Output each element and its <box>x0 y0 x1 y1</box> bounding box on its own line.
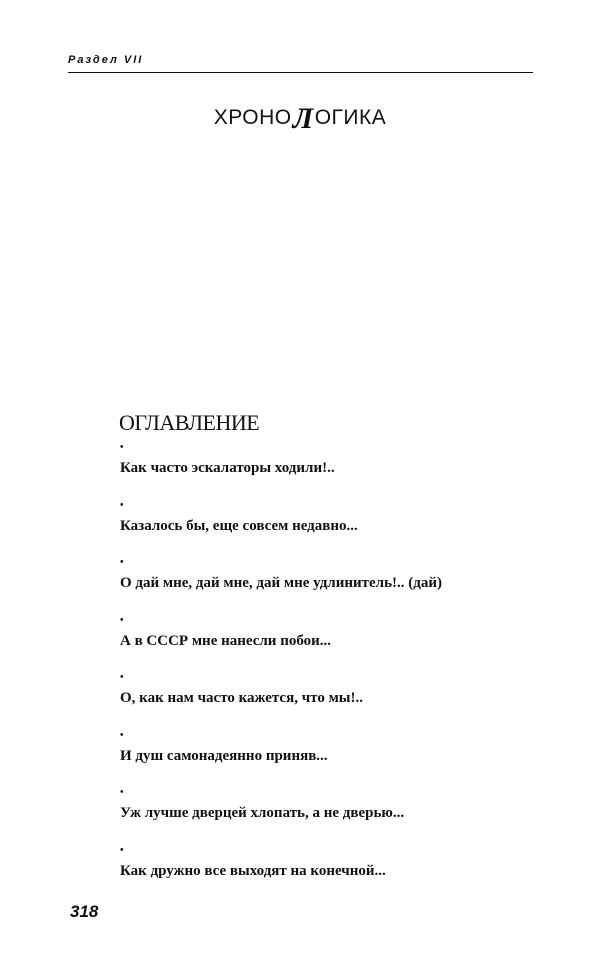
toc-item <box>120 499 358 535</box>
toc-item <box>120 614 331 650</box>
page-title <box>0 98 600 135</box>
toc-item <box>120 844 386 880</box>
header-rule <box>68 72 533 73</box>
bullet-icon: • <box>120 614 124 626</box>
title-part-1: ХРОНО <box>213 106 292 129</box>
bullet-icon: • <box>120 672 124 683</box>
section-header: Раздел VII <box>68 54 144 66</box>
page-number: 318 <box>70 902 99 921</box>
bullet-icon: • <box>120 499 124 511</box>
bullet-icon: • <box>120 442 124 453</box>
toc-item <box>120 556 442 592</box>
toc-heading: ОГЛАВЛЕНИЕ <box>119 410 260 435</box>
toc-item-text: Как дружно все выходят на конечной... <box>120 862 386 879</box>
toc-item-text: А в СССР мне нанесли побои... <box>120 632 332 649</box>
toc-item-text: О, как нам часто кажется, что мы!.. <box>120 690 364 706</box>
title-logo-letter: Л <box>292 102 314 135</box>
toc-item-text: Как часто эскалаторы ходили!.. <box>120 460 335 476</box>
toc-item-text: И душ самонадеянно приняв... <box>120 747 328 764</box>
bullet-icon: • <box>120 844 124 856</box>
bullet-icon: • <box>120 557 124 568</box>
toc-item <box>120 671 363 707</box>
title-part-2: ОГИКА <box>314 106 387 129</box>
toc-item-text: О дай мне, дай мне, дай мне удлинитель!.. (дай) <box>120 575 442 591</box>
toc-item <box>120 729 328 765</box>
toc-item-text: Казалось бы, еще совсем недавно... <box>120 517 358 534</box>
toc-item-text: Уж лучше дверцей хлопать, а не дверью... <box>120 805 405 821</box>
toc-item <box>120 786 404 822</box>
bullet-icon: • <box>120 787 124 798</box>
bullet-icon: • <box>120 729 124 741</box>
toc-item <box>120 441 335 477</box>
